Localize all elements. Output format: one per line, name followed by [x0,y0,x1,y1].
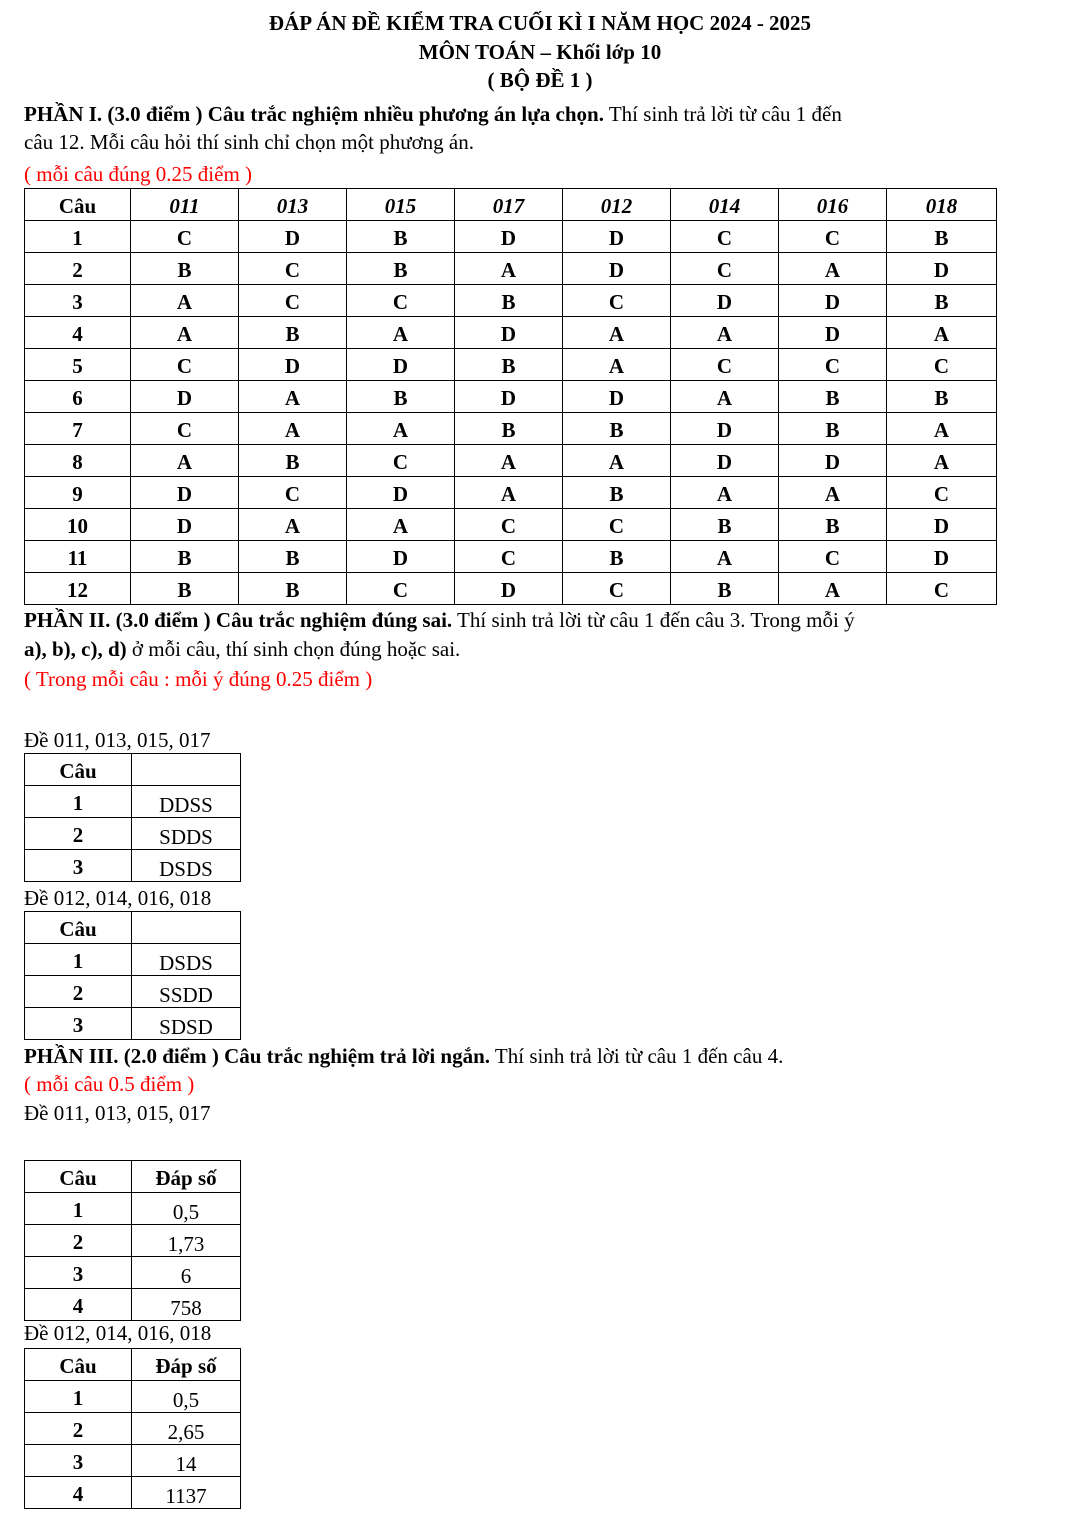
header-cau: Câu [25,1349,132,1381]
answer-cell: B [887,221,997,253]
answer-cell: C [455,509,563,541]
answer-cell: DDSS [132,786,241,818]
answer-cell: D [455,573,563,605]
answer-cell: B [563,541,671,573]
part2-instructions-rest: ở mỗi câu, thí sinh chọn đúng hoặc sai. [126,637,461,661]
question-number-cell: 1 [25,786,132,818]
answer-cell: B [455,413,563,445]
answer-cell: C [563,573,671,605]
part1-answer-table [24,188,997,605]
answer-cell: A [887,317,997,349]
answer-cell: 6 [132,1257,241,1289]
answer-cell: A [347,509,455,541]
part1-score-note: ( mỗi câu đúng 0.25 điểm ) [24,162,253,186]
table-row [25,1477,241,1509]
question-number-cell: 1 [25,221,131,253]
header-answer [132,912,241,944]
question-number-cell: 3 [25,1008,132,1040]
answer-cell: D [239,221,347,253]
header-cau: Câu [25,1161,132,1193]
part1-table-row [25,541,997,573]
part2-score-note: ( Trong mỗi câu : mỗi ý đúng 0.25 điểm ) [24,667,373,691]
answer-cell: C [347,573,455,605]
answer-cell: C [131,221,239,253]
answer-cell: B [671,509,779,541]
part2-group1-table [24,753,241,882]
answer-cell: C [347,445,455,477]
answer-cell: B [671,573,779,605]
answer-cell: D [239,349,347,381]
answer-cell: A [239,381,347,413]
answer-cell: B [779,413,887,445]
part1-heading-bold: PHẦN I. (3.0 điểm ) Câu trắc nghiệm nhiều phương án lựa chọn. [24,102,604,126]
answer-cell: C [671,253,779,285]
answer-cell: A [671,477,779,509]
table-row [25,1008,241,1040]
question-number-cell: 4 [25,317,131,349]
part1-header-code: 013 [239,189,347,221]
answer-cell: A [131,285,239,317]
table-row [25,976,241,1008]
table-row [25,786,241,818]
part2-heading [24,607,855,633]
answer-cell: A [563,445,671,477]
question-number-cell: 11 [25,541,131,573]
answer-cell: SDSD [132,1008,241,1040]
part1-header-code: 018 [887,189,997,221]
answer-cell: D [455,381,563,413]
part2-group1-label: Đề 011, 013, 015, 017 [24,728,211,752]
question-number-cell: 7 [25,413,131,445]
answer-cell: B [131,573,239,605]
table-row [25,1193,241,1225]
question-number-cell: 3 [25,285,131,317]
answer-cell: A [887,413,997,445]
part1-heading-rest: Thí sinh trả lời từ câu 1 đến [603,102,842,126]
part1-header-code: 015 [347,189,455,221]
document-title: ĐÁP ÁN ĐỀ KIỂM TRA CUỐI KÌ I NĂM HỌC 2024 - 2025 [268,11,812,35]
part3-group2-label: Đề 012, 014, 016, 018 [24,1321,212,1345]
answer-cell: D [563,221,671,253]
header-answer [132,754,241,786]
answer-cell: A [779,477,887,509]
document-subtitle: MÔN TOÁN – Khối lớp 10 [418,40,662,64]
answer-cell: A [239,413,347,445]
answer-cell: D [347,477,455,509]
part3-heading-bold: PHẦN III. (2.0 điểm ) Câu trắc nghiệm trả lời ngắn. [24,1044,491,1068]
header-cau: Câu [25,754,132,786]
answer-cell: D [131,509,239,541]
table-row [25,850,241,882]
answer-cell: D [455,317,563,349]
table-row [25,1445,241,1477]
answer-cell: D [563,381,671,413]
part2-options-bold: a), b), c), d) [24,637,127,661]
answer-cell: D [671,413,779,445]
question-number-cell: 2 [25,1225,132,1257]
table-header-row [25,754,241,786]
header-answer: Đáp số [132,1349,241,1381]
answer-cell: C [671,221,779,253]
answer-cell: C [887,477,997,509]
answer-cell: C [347,285,455,317]
answer-cell: 2,65 [132,1413,241,1445]
answer-cell: D [347,349,455,381]
part1-table-row [25,317,997,349]
part1-header-code: 012 [563,189,671,221]
answer-cell: B [455,349,563,381]
question-number-cell: 10 [25,509,131,541]
question-number-cell: 2 [25,976,132,1008]
part2-heading-bold: PHẦN II. (3.0 điểm ) Câu trắc nghiệm đúng sai. [24,608,453,632]
answer-cell: B [347,253,455,285]
answer-cell: B [239,573,347,605]
answer-cell: C [563,509,671,541]
answer-cell: 0,5 [132,1193,241,1225]
part3-heading-rest: Thí sinh trả lời từ câu 1 đến câu 4. [490,1044,784,1068]
answer-cell: D [887,509,997,541]
answer-cell: A [455,253,563,285]
answer-cell: C [887,573,997,605]
answer-cell: D [779,445,887,477]
answer-cell: D [563,253,671,285]
answer-cell: B [239,541,347,573]
answer-cell: A [887,445,997,477]
question-number-cell: 8 [25,445,131,477]
answer-cell: B [779,509,887,541]
table-row [25,1289,241,1321]
table-header-row [25,1349,241,1381]
question-number-cell: 2 [25,1413,132,1445]
question-number-cell: 4 [25,1477,132,1509]
question-number-cell: 2 [25,818,132,850]
table-row [25,944,241,976]
answer-cell: C [131,349,239,381]
answer-cell: D [455,221,563,253]
answer-cell: 0,5 [132,1381,241,1413]
answer-cell: D [887,253,997,285]
answer-cell: B [563,477,671,509]
answer-cell: C [131,413,239,445]
part1-table-row [25,477,997,509]
part1-table-row [25,445,997,477]
table-header-row [25,1161,241,1193]
answer-cell: C [239,477,347,509]
table-row [25,1381,241,1413]
answer-cell: C [563,285,671,317]
part2-instructions [24,636,460,662]
part2-group2-label: Đề 012, 014, 016, 018 [24,886,212,910]
part1-header-code: 017 [455,189,563,221]
answer-cell: B [131,253,239,285]
answer-cell: A [131,317,239,349]
part1-table-row [25,285,997,317]
answer-cell: C [779,541,887,573]
answer-cell: A [563,349,671,381]
answer-cell: C [455,541,563,573]
answer-cell: 1,73 [132,1225,241,1257]
answer-cell: SDDS [132,818,241,850]
answer-cell: C [239,253,347,285]
answer-cell: C [779,221,887,253]
answer-cell: A [347,413,455,445]
answer-cell: DSDS [132,944,241,976]
part1-table-header-row [25,189,997,221]
part1-table-row [25,381,997,413]
part1-instructions: câu 12. Mỗi câu hỏi thí sinh chỉ chọn một phương án. [24,130,475,154]
answer-cell: B [779,381,887,413]
question-number-cell: 6 [25,381,131,413]
header-answer: Đáp số [132,1161,241,1193]
answer-cell: A [779,253,887,285]
answer-cell: 758 [132,1289,241,1321]
part3-heading [24,1043,783,1069]
answer-cell: B [347,381,455,413]
answer-cell: 14 [132,1445,241,1477]
answer-cell: B [239,317,347,349]
question-number-cell: 3 [25,1257,132,1289]
part2-group2-table [24,911,241,1040]
question-number-cell: 3 [25,1445,132,1477]
question-number-cell: 5 [25,349,131,381]
question-number-cell: 12 [25,573,131,605]
table-row [25,1413,241,1445]
header-cau: Câu [25,912,132,944]
question-number-cell: 1 [25,944,132,976]
answer-cell: D [671,445,779,477]
answer-cell: D [779,317,887,349]
answer-cell: D [779,285,887,317]
answer-cell: B [239,445,347,477]
question-number-cell: 9 [25,477,131,509]
part1-header-code: 014 [671,189,779,221]
document-set-label: ( BỘ ĐỀ 1 ) [487,68,593,92]
question-number-cell: 1 [25,1381,132,1413]
answer-cell: B [347,221,455,253]
table-header-row [25,912,241,944]
part3-group1-table [24,1160,241,1321]
answer-cell: C [887,349,997,381]
answer-cell: 1137 [132,1477,241,1509]
part1-header-code: 011 [131,189,239,221]
answer-cell: A [671,541,779,573]
answer-cell: A [563,317,671,349]
answer-cell: B [131,541,239,573]
question-number-cell: 4 [25,1289,132,1321]
part1-table-row [25,509,997,541]
table-row [25,1225,241,1257]
part2-heading-rest: Thí sinh trả lời từ câu 1 đến câu 3. Trong mỗi ý [452,608,855,632]
part3-group1-label: Đề 011, 013, 015, 017 [24,1101,211,1125]
question-number-cell: 3 [25,850,132,882]
answer-cell: A [455,445,563,477]
answer-cell: D [671,285,779,317]
part1-heading [24,101,842,127]
answer-cell: C [779,349,887,381]
part1-table-row [25,413,997,445]
question-number-cell: 2 [25,253,131,285]
part1-table-row [25,349,997,381]
answer-cell: A [455,477,563,509]
answer-cell: B [887,285,997,317]
answer-cell: A [131,445,239,477]
answer-cell: C [671,349,779,381]
part1-table-row [25,221,997,253]
table-row [25,818,241,850]
answer-cell: D [131,381,239,413]
answer-cell: A [779,573,887,605]
answer-cell: C [239,285,347,317]
answer-cell: B [455,285,563,317]
answer-cell: D [131,477,239,509]
part1-table-row [25,573,997,605]
answer-cell: A [347,317,455,349]
answer-cell: B [887,381,997,413]
part1-header-cau: Câu [25,189,131,221]
answer-cell: DSDS [132,850,241,882]
answer-cell: A [671,381,779,413]
answer-cell: B [563,413,671,445]
answer-cell: D [887,541,997,573]
answer-cell: SSDD [132,976,241,1008]
answer-cell: A [671,317,779,349]
part3-group2-table [24,1348,241,1509]
table-row [25,1257,241,1289]
part3-score-note: ( mỗi câu 0.5 điểm ) [24,1072,195,1096]
question-number-cell: 1 [25,1193,132,1225]
answer-cell: D [347,541,455,573]
part1-table-row [25,253,997,285]
part1-header-code: 016 [779,189,887,221]
answer-cell: A [239,509,347,541]
